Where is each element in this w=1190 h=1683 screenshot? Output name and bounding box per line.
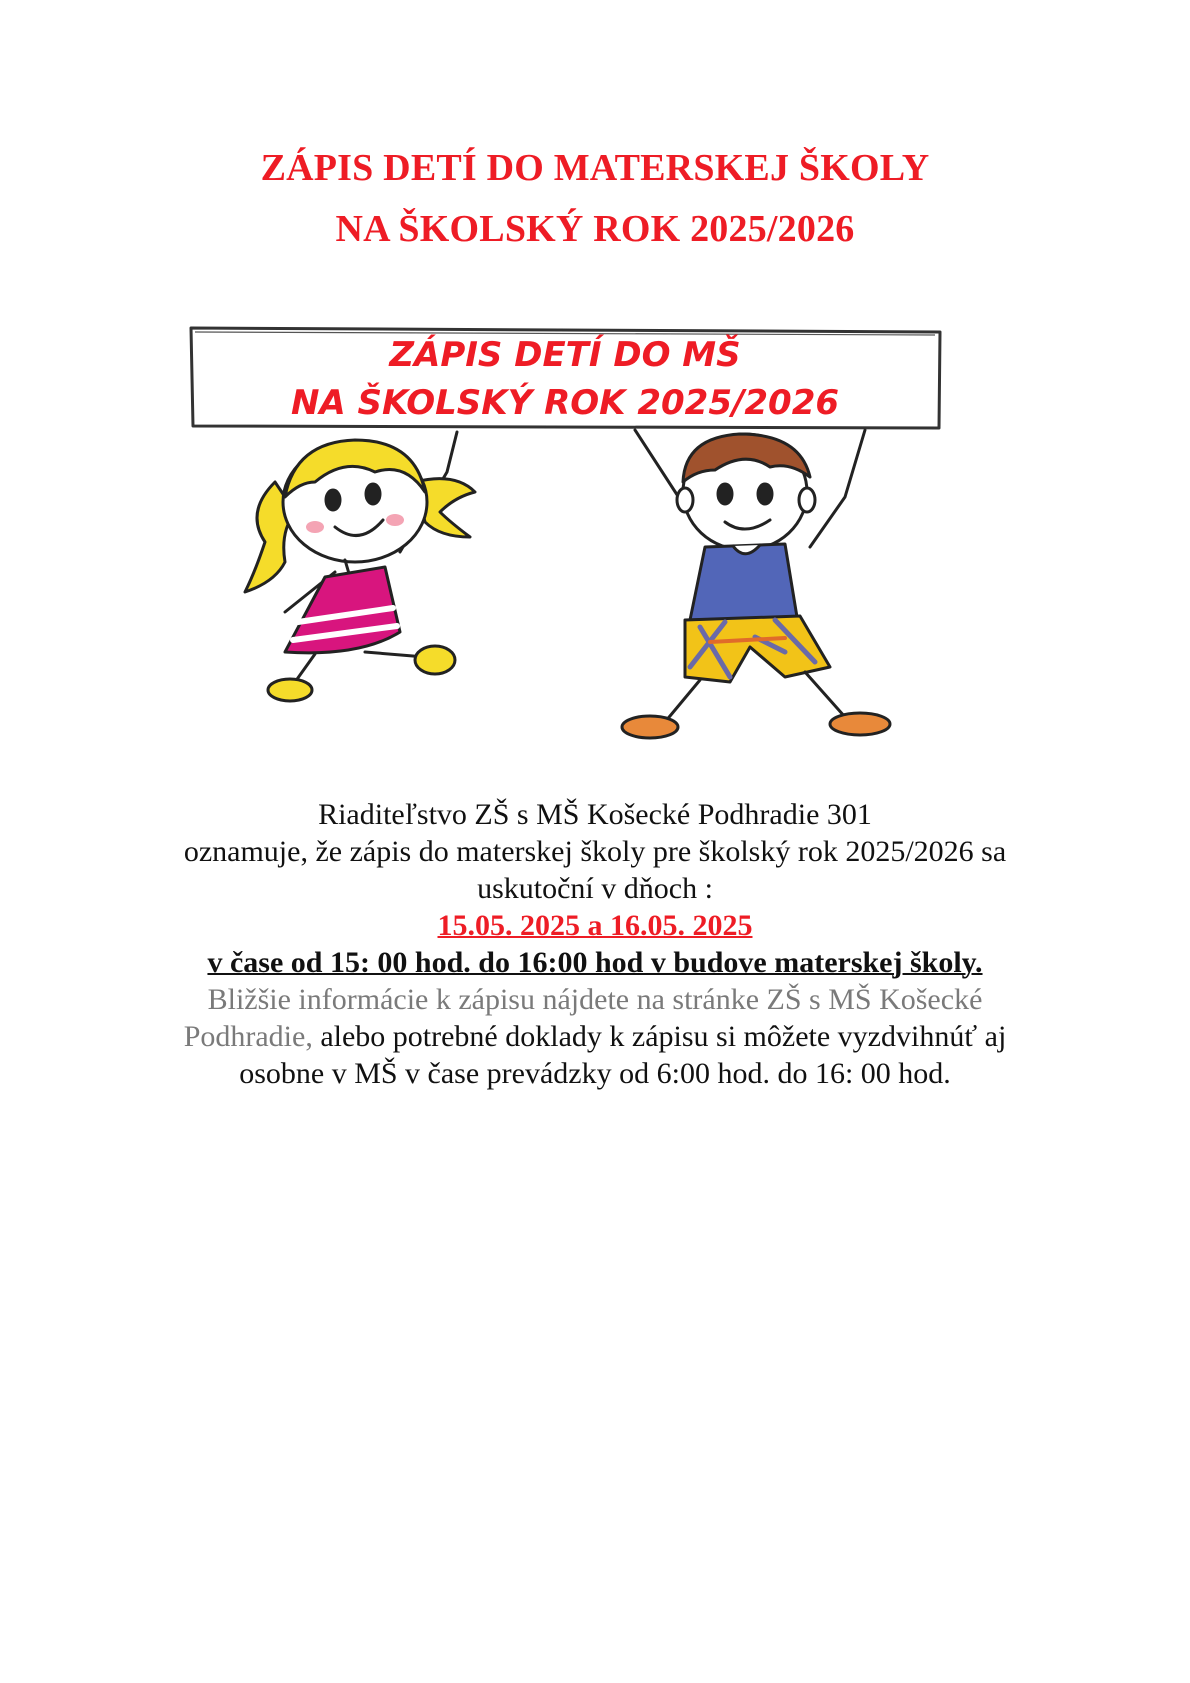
info-line-2-grey: Podhradie, — [183, 1020, 313, 1053]
enrollment-time: v čase od 15: 00 hod. do 16:00 hod v budove materskej školy. — [207, 946, 983, 979]
girl-figure — [245, 432, 475, 701]
info-line-2-rest: alebo potrebné doklady k zápisu si môžete vyzdvihnúť aj — [312, 1020, 1007, 1053]
announcement-line-1: Riaditeľstvo ZŠ s MŠ Košecké Podhradie 301 — [318, 798, 872, 831]
page-title-line-1: ZÁPIS DETÍ DO MATERSKEJ ŠKOLY — [260, 147, 930, 189]
banner-text-line-1: ZÁPIS DETÍ DO MŠ — [389, 335, 741, 375]
children-banner-illustration — [185, 322, 985, 762]
banner-sign — [191, 328, 940, 428]
info-line-1: Bližšie informácie k zápisu nájdete na stránke ZŠ s MŠ Košecké — [207, 983, 983, 1016]
enrollment-dates: 15.05. 2025 a 16.05. 2025 — [437, 909, 753, 942]
announcement-line-3: uskutoční v dňoch : — [477, 872, 713, 905]
announcement-text — [0, 796, 1190, 1092]
page-title-line-2: NA ŠKOLSKÝ ROK 2025/2026 — [335, 208, 855, 250]
banner-text-line-2: NA ŠKOLSKÝ ROK 2025/2026 — [290, 383, 840, 423]
info-line-3: osobne v MŠ v čase prevádzky od 6:00 hod. do 16: 00 hod. — [239, 1057, 951, 1090]
announcement-line-2: oznamuje, že zápis do materskej školy pre školský rok 2025/2026 sa — [183, 835, 1007, 868]
boy-figure — [622, 430, 890, 738]
